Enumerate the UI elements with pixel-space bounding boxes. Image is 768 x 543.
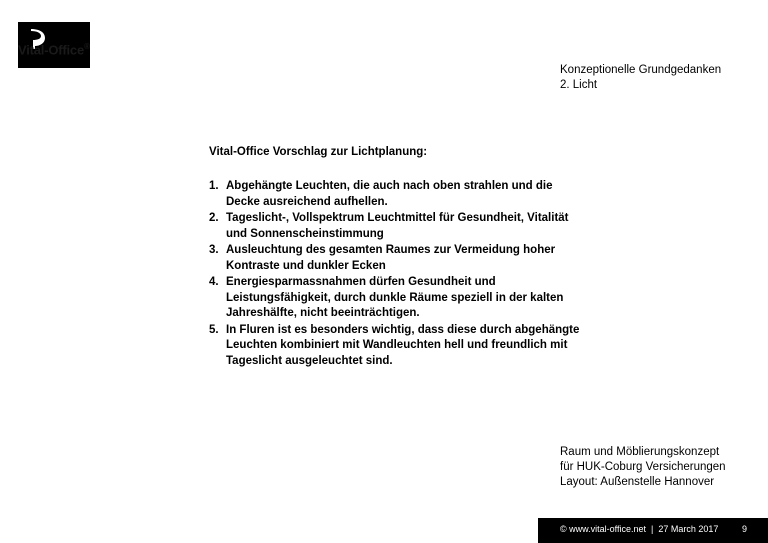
list-item-number: 2. bbox=[209, 212, 219, 224]
list-item bbox=[209, 275, 589, 322]
header-line-1: Konzeptionelle Grundgedanken bbox=[560, 64, 722, 76]
proposal-list bbox=[209, 179, 589, 369]
slide-header bbox=[560, 63, 721, 93]
list-item-text: Ausleuchtung des gesamten Raumes zur Vermeidung hoher Kontraste und dunkler Ecken bbox=[226, 244, 556, 272]
bottom-bar-meta bbox=[560, 524, 718, 534]
list-item-text: Tageslicht-, Vollspektrum Leuchtmittel für Gesundheit, Vitalität und Sonnenscheinstimmung bbox=[226, 212, 569, 240]
list-item-text: Abgehängte Leuchten, die auch nach oben strahlen und die Decke ausreichend aufhellen. bbox=[226, 180, 553, 208]
project-info bbox=[560, 445, 726, 490]
slide-date: 27 March 2017 bbox=[658, 524, 719, 534]
list-item-number: 4. bbox=[209, 276, 219, 288]
bottom-bar-divider bbox=[538, 518, 539, 543]
logo-registered-mark: ® bbox=[84, 42, 90, 51]
project-info-line-1: Raum und Möblierungskonzept bbox=[560, 446, 720, 458]
content-title: Vital-Office Vorschlag zur Lichtplanung: bbox=[209, 146, 428, 158]
list-item bbox=[209, 243, 589, 274]
copyright-link[interactable]: © www.vital-office.net bbox=[560, 524, 646, 534]
meta-separator: | bbox=[651, 524, 654, 534]
content-body bbox=[209, 146, 589, 370]
list-item-text: Energiesparmassnahmen dürfen Gesundheit und Leistungsfähigkeit, durch dunkle Räume speziell in der kalten Jahreshälfte, nicht beeinträchtigen. bbox=[226, 276, 564, 319]
header-line-2: 2. Licht bbox=[560, 79, 598, 91]
list-item-number: 1. bbox=[209, 180, 219, 192]
list-item bbox=[209, 323, 589, 370]
project-info-line-2: für HUK-Coburg Versicherungen bbox=[560, 461, 726, 473]
list-item-number: 5. bbox=[209, 323, 219, 336]
bottom-bar-left-white bbox=[0, 518, 538, 543]
list-item bbox=[209, 211, 589, 242]
logo-wordmark bbox=[18, 42, 90, 57]
logo-name: Vital-Office bbox=[18, 42, 84, 58]
list-item bbox=[209, 179, 589, 210]
project-info-line-3: Layout: Außenstelle Hannover bbox=[560, 476, 715, 488]
list-item-number: 3. bbox=[209, 244, 219, 256]
page-number: 9 bbox=[742, 524, 748, 534]
list-item-text: In Fluren ist es besonders wichtig, dass diese durch abgehängte Leuchten kombiniert mit Wandleuchten hell und freundlich mit Tageslicht ausgeleuchtet sind. bbox=[226, 323, 580, 367]
